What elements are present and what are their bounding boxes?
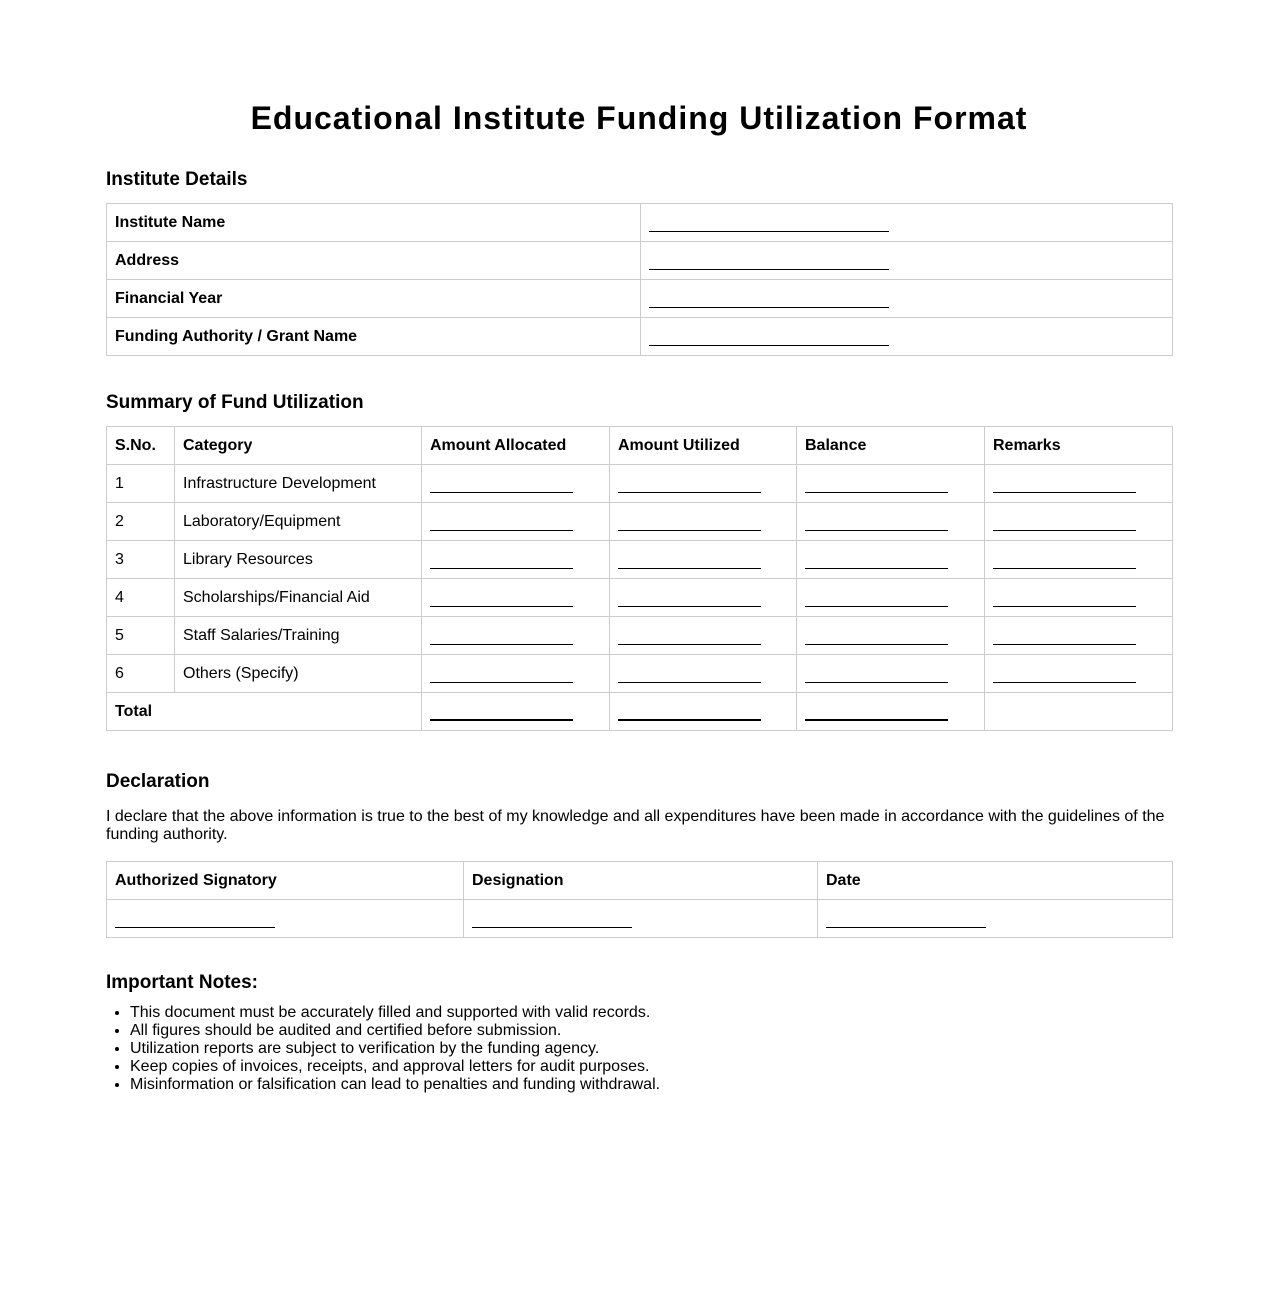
list-item: • All figures should be audited and certified before submission. (130, 1022, 660, 1040)
blank-line (993, 668, 1136, 683)
row-category: Staff Salaries/Training (175, 617, 422, 655)
total-row (107, 693, 1173, 731)
total-utilized-field[interactable] (610, 693, 797, 731)
institute-name-label: Institute Name (107, 204, 641, 242)
amount-allocated-field[interactable] (422, 541, 610, 579)
address-field[interactable] (641, 242, 1173, 280)
summary-heading: Summary of Fund Utilization (106, 392, 364, 413)
list-item: • This document must be accurately filled and supported with valid records. (130, 1004, 660, 1022)
amount-allocated-field[interactable] (422, 579, 610, 617)
amount-utilized-field[interactable] (610, 541, 797, 579)
column-header-category: Category (175, 427, 422, 465)
list-item: • Utilization reports are subject to verification by the funding agency. (130, 1040, 660, 1058)
blank-line (649, 293, 889, 308)
blank-line (805, 592, 948, 607)
table-row (107, 280, 1173, 318)
blank-line (993, 592, 1136, 607)
row-sno: 1 (107, 465, 175, 503)
financial-year-label: Financial Year (107, 280, 641, 318)
row-sno: 6 (107, 655, 175, 693)
amount-allocated-field[interactable] (422, 465, 610, 503)
designation-field[interactable] (464, 900, 818, 938)
blank-line (430, 554, 573, 569)
balance-field[interactable] (797, 503, 985, 541)
table-row (107, 242, 1173, 280)
funding-authority-label: Funding Authority / Grant Name (107, 318, 641, 356)
column-header-amount-utilized: Amount Utilized (610, 427, 797, 465)
notes-list (106, 1004, 660, 1094)
balance-field[interactable] (797, 465, 985, 503)
remarks-field[interactable] (985, 541, 1173, 579)
blank-line (618, 554, 761, 569)
row-sno: 2 (107, 503, 175, 541)
remarks-field[interactable] (985, 617, 1173, 655)
institute-details-heading: Institute Details (106, 169, 248, 190)
blank-line (430, 478, 573, 493)
row-sno: 4 (107, 579, 175, 617)
table-row (107, 617, 1173, 655)
amount-utilized-field[interactable] (610, 617, 797, 655)
table-row (107, 204, 1173, 242)
blank-line (618, 630, 761, 645)
page-title: Educational Institute Funding Utilization Format (250, 100, 1028, 136)
amount-allocated-field[interactable] (422, 503, 610, 541)
blank-line (618, 478, 761, 493)
blank-line (430, 630, 573, 645)
remarks-field[interactable] (985, 655, 1173, 693)
blank-line (805, 630, 948, 645)
row-category: Library Resources (175, 541, 422, 579)
column-header-remarks: Remarks (985, 427, 1173, 465)
table-row (107, 465, 1173, 503)
blank-line (649, 217, 889, 232)
blank-line (618, 516, 761, 531)
table-header-row (107, 427, 1173, 465)
table-row (107, 541, 1173, 579)
remarks-field[interactable] (985, 503, 1173, 541)
blank-line (805, 705, 948, 721)
authorized-signatory-label: Authorized Signatory (107, 862, 464, 900)
row-sno: 5 (107, 617, 175, 655)
blank-line (805, 668, 948, 683)
blank-line (993, 554, 1136, 569)
column-header-amount-allocated: Amount Allocated (422, 427, 610, 465)
remarks-field[interactable] (985, 579, 1173, 617)
balance-field[interactable] (797, 541, 985, 579)
amount-allocated-field[interactable] (422, 617, 610, 655)
blank-line (993, 630, 1136, 645)
blank-line (649, 331, 889, 346)
institute-details-table (106, 203, 1173, 356)
column-header-balance: Balance (797, 427, 985, 465)
row-category: Laboratory/Equipment (175, 503, 422, 541)
date-field[interactable] (818, 900, 1173, 938)
row-category: Others (Specify) (175, 655, 422, 693)
designation-label: Designation (464, 862, 818, 900)
blank-line (472, 913, 632, 928)
amount-allocated-field[interactable] (422, 655, 610, 693)
blank-line (430, 705, 573, 721)
important-notes-heading: Important Notes: (106, 972, 258, 993)
blank-line (993, 516, 1136, 531)
blank-line (826, 913, 986, 928)
total-label: Total (107, 693, 422, 731)
table-row (107, 318, 1173, 356)
total-remarks-cell (985, 693, 1173, 731)
declaration-heading: Declaration (106, 771, 210, 792)
row-category: Scholarships/Financial Aid (175, 579, 422, 617)
blank-line (805, 516, 948, 531)
table-row (107, 900, 1173, 938)
total-balance-field[interactable] (797, 693, 985, 731)
blank-line (805, 554, 948, 569)
blank-line (805, 478, 948, 493)
address-label: Address (107, 242, 641, 280)
blank-line (430, 668, 573, 683)
table-row (107, 579, 1173, 617)
financial-year-field[interactable] (641, 280, 1173, 318)
balance-field[interactable] (797, 617, 985, 655)
row-sno: 3 (107, 541, 175, 579)
authorized-signatory-field[interactable] (107, 900, 464, 938)
row-category: Infrastructure Development (175, 465, 422, 503)
table-row (107, 503, 1173, 541)
blank-line (430, 516, 573, 531)
list-item: • Misinformation or falsification can lead to penalties and funding withdrawal. (130, 1076, 660, 1094)
blank-line (618, 592, 761, 607)
funding-authority-field[interactable] (641, 318, 1173, 356)
balance-field[interactable] (797, 655, 985, 693)
blank-line (993, 478, 1136, 493)
blank-line (618, 705, 761, 721)
balance-field[interactable] (797, 579, 985, 617)
blank-line (430, 592, 573, 607)
blank-line (649, 255, 889, 270)
declaration-text: I declare that the above information is true to the best of my knowledge and all expenditures have been made in accordance with the guidelines of the funding authority. (106, 808, 1165, 843)
amount-utilized-field[interactable] (610, 655, 797, 693)
column-header-sno: S.No. (107, 427, 175, 465)
total-allocated-field[interactable] (422, 693, 610, 731)
list-item: • Keep copies of invoices, receipts, and approval letters for audit purposes. (130, 1058, 660, 1076)
amount-utilized-field[interactable] (610, 465, 797, 503)
table-row (107, 655, 1173, 693)
date-label: Date (818, 862, 1173, 900)
blank-line (618, 668, 761, 683)
fund-utilization-table (106, 426, 1173, 731)
signature-table (106, 861, 1173, 938)
institute-name-field[interactable] (641, 204, 1173, 242)
amount-utilized-field[interactable] (610, 579, 797, 617)
amount-utilized-field[interactable] (610, 503, 797, 541)
remarks-field[interactable] (985, 465, 1173, 503)
blank-line (115, 913, 275, 928)
table-header-row (107, 862, 1173, 900)
